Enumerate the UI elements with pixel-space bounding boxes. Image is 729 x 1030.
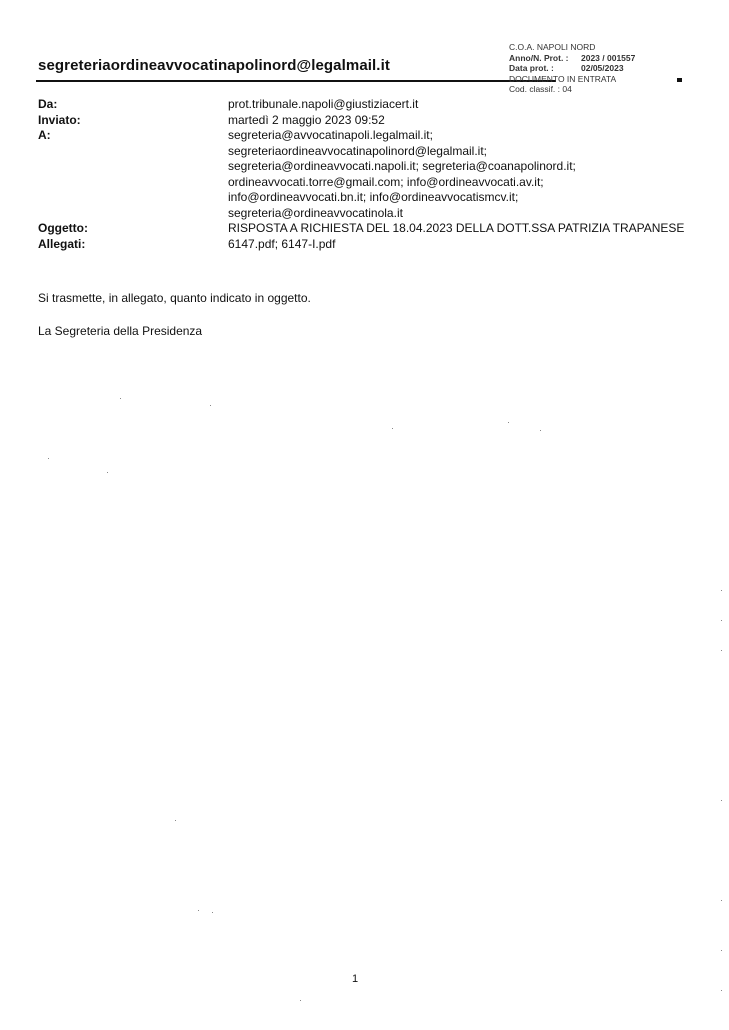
stamp-office: C.O.A. NAPOLI NORD [509,42,596,52]
stamp-anno-row [509,53,669,64]
recipient-line: segreteria@ordineavvocati.napoli.it; segreteria@coanapolinord.it; [228,159,576,173]
protocol-stamp [509,42,669,95]
a-label: A: [38,128,51,142]
inviato-value: martedì 2 maggio 2023 09:52 [228,112,385,127]
oggetto-label: Oggetto: [38,221,88,235]
stamp-mark [677,78,682,82]
recipient-line: info@ordineavvocati.bn.it; info@ordineavvocatismcv.it; [228,190,519,204]
header-rule [36,80,556,82]
field-a [38,128,698,221]
da-label: Da: [38,97,58,111]
oggetto-value: RISPOSTA A RICHIESTA DEL 18.04.2023 DELLA DOTT.SSA PATRIZIA TRAPANESE [228,221,685,235]
field-oggetto [38,221,698,237]
stamp-classification: Cod. classif. : 04 [509,84,572,94]
allegati-label: Allegati: [38,236,86,251]
stamp-data-row [509,63,669,74]
stamp-anno-value: 2023 / 001557 [581,52,636,63]
sender-email-heading: segreteriaordineavvocatinapolinord@legalmail.it [38,57,390,74]
field-allegati [38,237,698,253]
body-signature: La Segreteria della Presidenza [38,324,203,338]
recipient-line: segreteriaordineavvocatinapolinord@legalmail.it; [228,143,487,158]
stamp-data-value: 02/05/2023 [581,63,624,73]
email-header-fields [38,97,698,252]
recipient-line: segreteria@avvocatinapoli.legalmail.it; [228,128,433,142]
body-line: Si trasmette, in allegato, quanto indicato in oggetto. [38,291,311,305]
da-value: prot.tribunale.napoli@giustiziacert.it [228,97,419,111]
stamp-data-label: Data prot. : [509,63,554,73]
inviato-label: Inviato: [38,112,81,127]
recipients-list [228,128,698,221]
field-da [38,97,698,113]
stamp-anno-label: Anno/N. Prot. : [509,52,569,63]
stamp-document-type: DOCUMENTO IN ENTRATA [509,73,617,84]
recipient-line: segreteria@ordineavvocatinola.it [228,205,403,220]
allegati-value: 6147.pdf; 6147-I.pdf [228,236,336,251]
recipient-line: ordineavvocati.torre@gmail.com; info@ordineavvocati.av.it; [228,174,544,189]
page-number: 1 [352,973,359,985]
field-inviato [38,113,698,129]
